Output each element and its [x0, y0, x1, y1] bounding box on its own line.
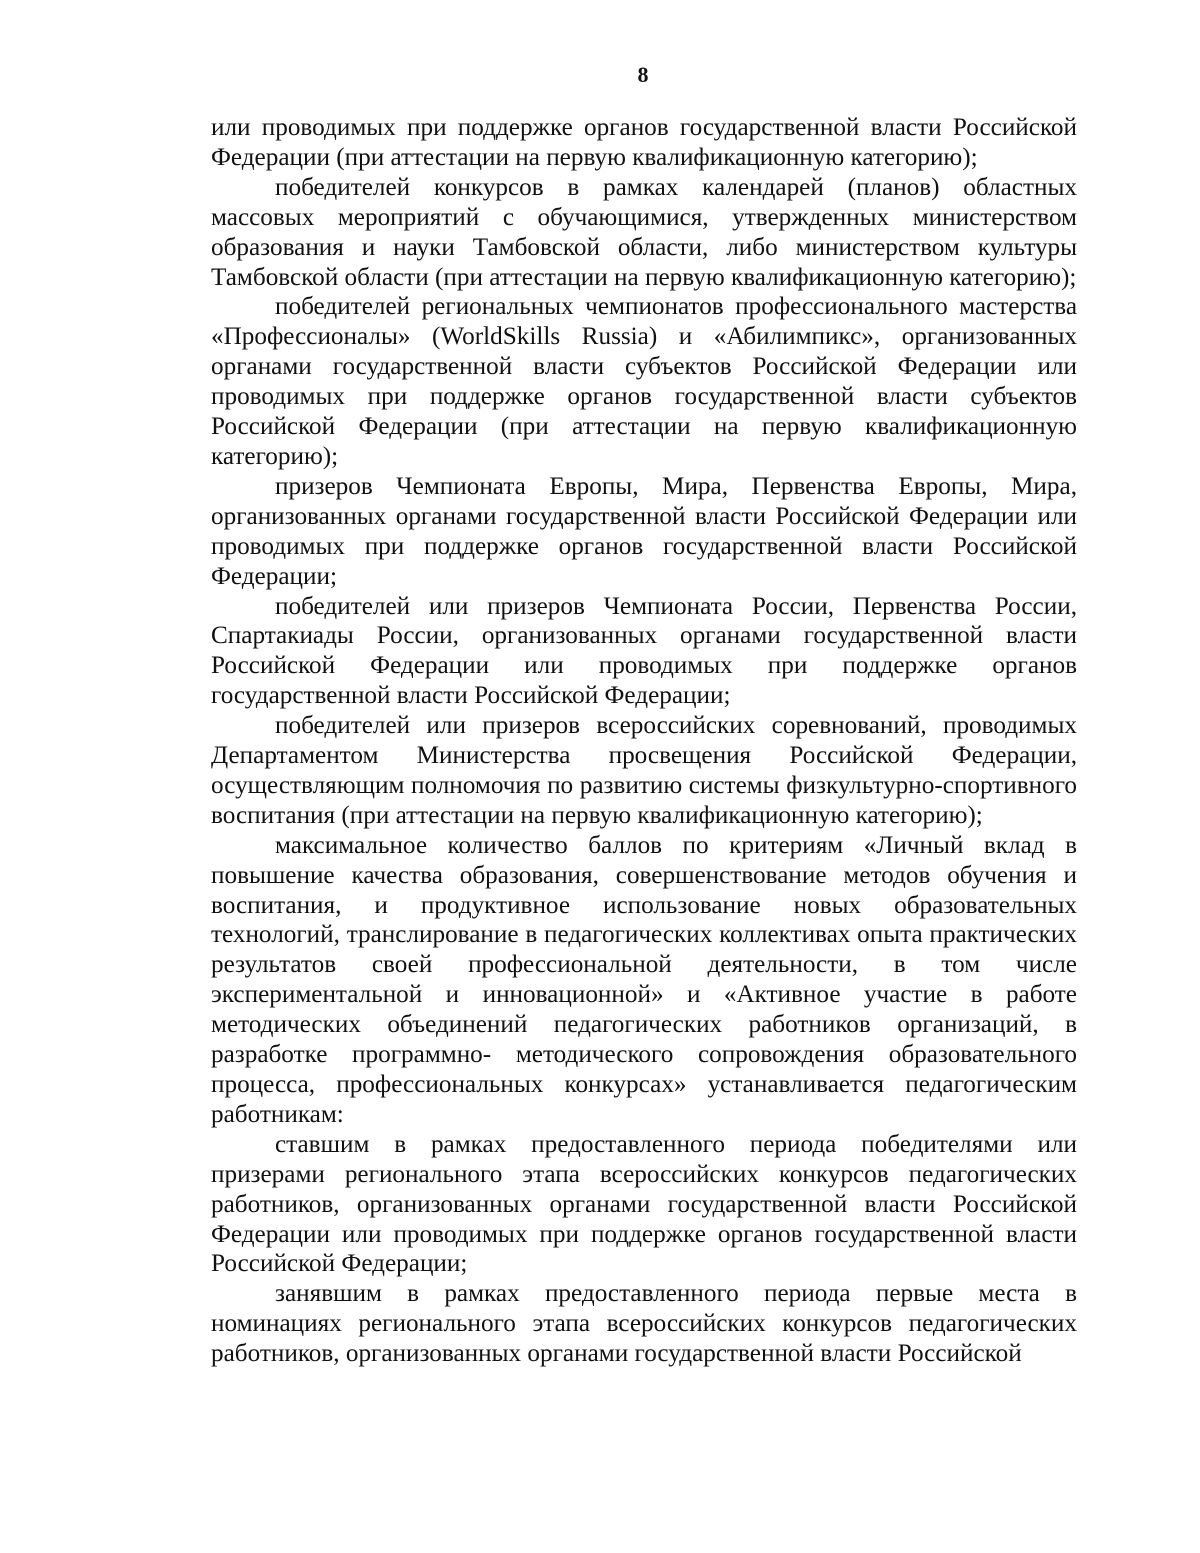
- paragraph-europe-world-prize-winners: призеров Чемпионата Европы, Мира, Первенства Европы, Мира, организованных органами государственной власти Российской Федерации или проводимых при поддержке органов государственной власти Российской Федерации;: [211, 472, 1077, 590]
- paragraph-russia-championship-winners: победителей или призеров Чемпионата России, Первенства России, Спартакиады России, организованных органами государственной власти Российской Федерации или проводимых при поддержке органов государственной власти Российской Федерации;: [211, 592, 1077, 710]
- paragraph-maximum-points-criteria: максимальное количество баллов по критериям «Личный вклад в повышение качества образования, совершенствование методов обучения и воспитания, и продуктивное использование новых образовательных технологий, транслирование в педагогических коллективах опыта практических результатов своей профессиональной деятельности, в том числе экспериментальной и инновационной» и «Активное участие в работе методических объединений педагогических работников организаций, в разработке программно- методического сопровождения образовательного процесса, профессиональных конкурсах» устанавливается педагогическим работникам:: [211, 831, 1077, 1128]
- page-number: 8: [637, 62, 649, 87]
- document-body: [211, 113, 1077, 1369]
- paragraph-regional-championship-winners: победителей региональных чемпионатов профессионального мастерства «Профессионалы» (WorldSkills Russia) и «Абилимпикс», организованных органами государственной власти субъектов Российской Федерации или проводимых при поддержке органов государственной власти субъектов Российской Федерации (при аттестации на первую квалификационную категорию);: [211, 293, 1077, 470]
- paragraph-regional-stage-winners: ставшим в рамках предоставленного периода победителями или призерами регионального этапа всероссийских конкурсов педагогических работников, организованных органами государственной власти Российской Федерации или проводимых при поддержке органов государственной власти Российской Федерации;: [211, 1130, 1077, 1278]
- paragraph-first-places-nominations: занявшим в рамках предоставленного периода первые места в номинациях регионального этапа всероссийских конкурсов педагогических работников, организованных органами государственной власти Российской: [211, 1280, 1077, 1368]
- paragraph-all-russian-competition-winners: победителей или призеров всероссийских соревнований, проводимых Департаментом Министерства просвещения Российской Федерации, осуществляющим полномочия по развитию системы физкультурно-спортивного воспитания (при аттестации на первую квалификационную категорию);: [211, 712, 1077, 829]
- paragraph-regional-contest-winners: победителей конкурсов в рамках календарей (планов) областных массовых мероприятий с обучающимися, утвержденных министерством образования и науки Тамбовской области, либо министерством культуры Тамбовской области (при аттестации на первую квалификационную категорию);: [211, 173, 1077, 291]
- paragraph-continuation: или проводимых при поддержке органов государственной власти Российской Федерации (при аттестации на первую квалификационную категорию);: [211, 114, 1077, 171]
